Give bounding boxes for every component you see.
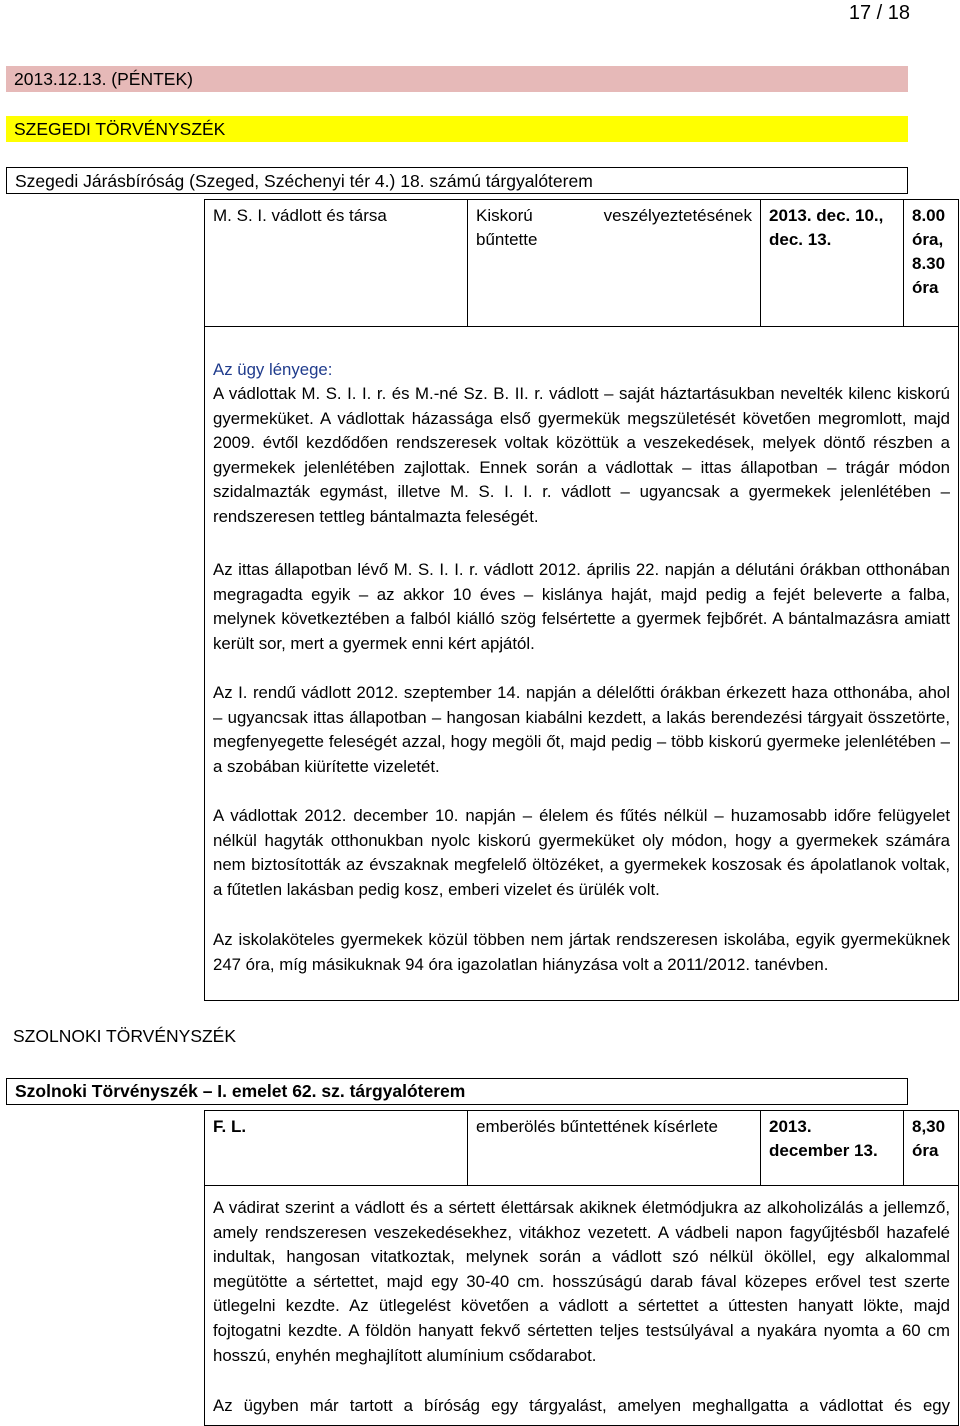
time-line: 8,30 — [912, 1117, 946, 1136]
defendant-name: M. S. I. vádlott és társa — [213, 206, 387, 225]
time-line: óra — [912, 278, 939, 297]
venue-szeged: Szegedi Járásbíróság (Szeged, Széchenyi tér 4.) 18. számú tárgyalóterem — [6, 167, 908, 194]
case-header-table — [204, 199, 959, 327]
page-number: 17 / 18 — [848, 2, 910, 24]
summary-paragraph: Az ittas állapotban lévő M. S. I. I. r. vádlott 2012. április 22. napján a délutáni órákban otthonában megragadta egyik – az akkor 10 éves – kislánya haját, majd pedig a fejét beleverte a falba, melynek következtében a falból kiálló szög felsértette a gyermek fejbőrét. A bántalmazásra amiatt került sor, mert a gyermek enni kért apjától. — [213, 560, 950, 653]
charge-line: bűntette — [476, 230, 538, 249]
date-cell — [761, 200, 904, 327]
charge-text: emberölés bűntettének kísérlete — [476, 1117, 718, 1136]
summary-heading: Az ügy lényege: — [213, 360, 333, 379]
time-line: óra, — [912, 230, 944, 249]
case-header-table-2 — [204, 1110, 959, 1186]
charge-line: Kiskorú veszélyeztetésének — [476, 206, 752, 225]
defendant-name: F. L. — [213, 1117, 247, 1136]
court-heading-szeged: SZEGEDI TÖRVÉNYSZÉK — [6, 116, 908, 142]
date-line: 2013. — [769, 1117, 812, 1136]
time-cell — [904, 200, 959, 327]
summary-paragraph: Az I. rendű vádlott 2012. szeptember 14. napján a délelőtti órákban érkezett haza otthonába, ahol – ugyancsak ittas állapotban – hangosan kiabálni kezdett, a lakás berendezési tárgyait összetörte, megfenyegette feleségét azzal, hogy megöli őt, majd pedig – több kiskorú gyermeke jelenlétében – a szobában kiürítette vizeletét. — [213, 683, 950, 776]
defendant-cell — [205, 1111, 468, 1186]
time-line: 8.30 — [912, 254, 946, 273]
court-heading-szolnok: SZOLNOKI TÖRVÉNYSZÉK — [13, 1026, 237, 1046]
charge-cell — [468, 1111, 761, 1186]
date-line: 2013. dec. 10., — [769, 206, 884, 225]
summary-paragraph: A vádlottak 2012. december 10. napján – élelem és fűtés nélkül – huzamosabb időre felügyelet nélkül hagyták otthonukban nyolc kiskorú gyermeküket oly módon, hogy a gyermekek számára nem biztosították az évszaknak megfelelő öltözéket, a gyermekek koszosak és ápolatlanok voltak, a fűtetlen lakásban pedig kosz, emberi vizelet és ürülék volt. — [213, 806, 950, 899]
summary-paragraph: A vádlottak M. S. I. I. r. és M.-né Sz. B. II. r. vádlott – saját háztartásukban nevelték kilenc kiskorú gyermeküket. A vádlottak házassága első gyermekük megszületését követően megromlott, majd 2009. évtől kezdődően rendszeresek voltak közöttük a veszekedések, melyek döntő részben a gyermekek jelenlétében zajlottak. Ennek során a vádlottak – ittas állapotban – trágár módon szidalmazták egymást, illetve M. S. I. I. r. vádlott – ugyancsak a gyermekek jelenlétében – rendszeresen tettleg bántalmazta feleségét. — [213, 384, 950, 526]
time-line: 8.00 — [912, 206, 946, 225]
summary-paragraph: Az iskolaköteles gyermekek közül többen nem jártak rendszeresen iskolába, egyik gyermeküknek 247 óra, míg másikuknak 94 óra igazolatlan hiányzása volt a 2011/2012. tanévben. — [213, 930, 950, 974]
summary-paragraph: A vádirat szerint a vádlott és a sértett élettársak akiknek életmódjukra az alkoholizálás a jellemző, amely rendszeresen veszekedésekhez, vitákhoz vezetett. A vádbeli napon fagyűjtésből hazafelé indultak, hangosan vitatkoztak, melynek során a vádlott szó nélkül ököllel, egy alkalommal megütötte a sértettet, majd egy 30-40 cm. hosszúságú darab fával közepes erővel test szerte ütlegelni kezdte. Az ütlegelést követően a vádlott a sértettet a úttesten hanyatt lökte, majd fojtogatni kezdte. A földön hanyatt fekvő sértetten teljes testsúlyával a nyakára nyomta a 60 cm hosszú, enyhén meghajlított alumínium csődarabot. — [213, 1198, 950, 1365]
date-heading: 2013.12.13. (PÉNTEK) — [6, 66, 908, 92]
time-cell — [904, 1111, 959, 1186]
summary-paragraph: Az ügyben már tartott a bíróság egy tárgyalást, amelyen meghallgatta a vádlottat és egy — [213, 1396, 950, 1415]
venue-szolnok: Szolnoki Törvényszék – I. emelet 62. sz. tárgyalóterem — [6, 1078, 908, 1105]
time-line: óra — [912, 1141, 939, 1160]
defendant-cell — [205, 200, 468, 327]
date-line: dec. 13. — [769, 230, 832, 249]
charge-cell — [468, 200, 761, 327]
date-line: december 13. — [769, 1141, 878, 1160]
date-cell — [761, 1111, 904, 1186]
